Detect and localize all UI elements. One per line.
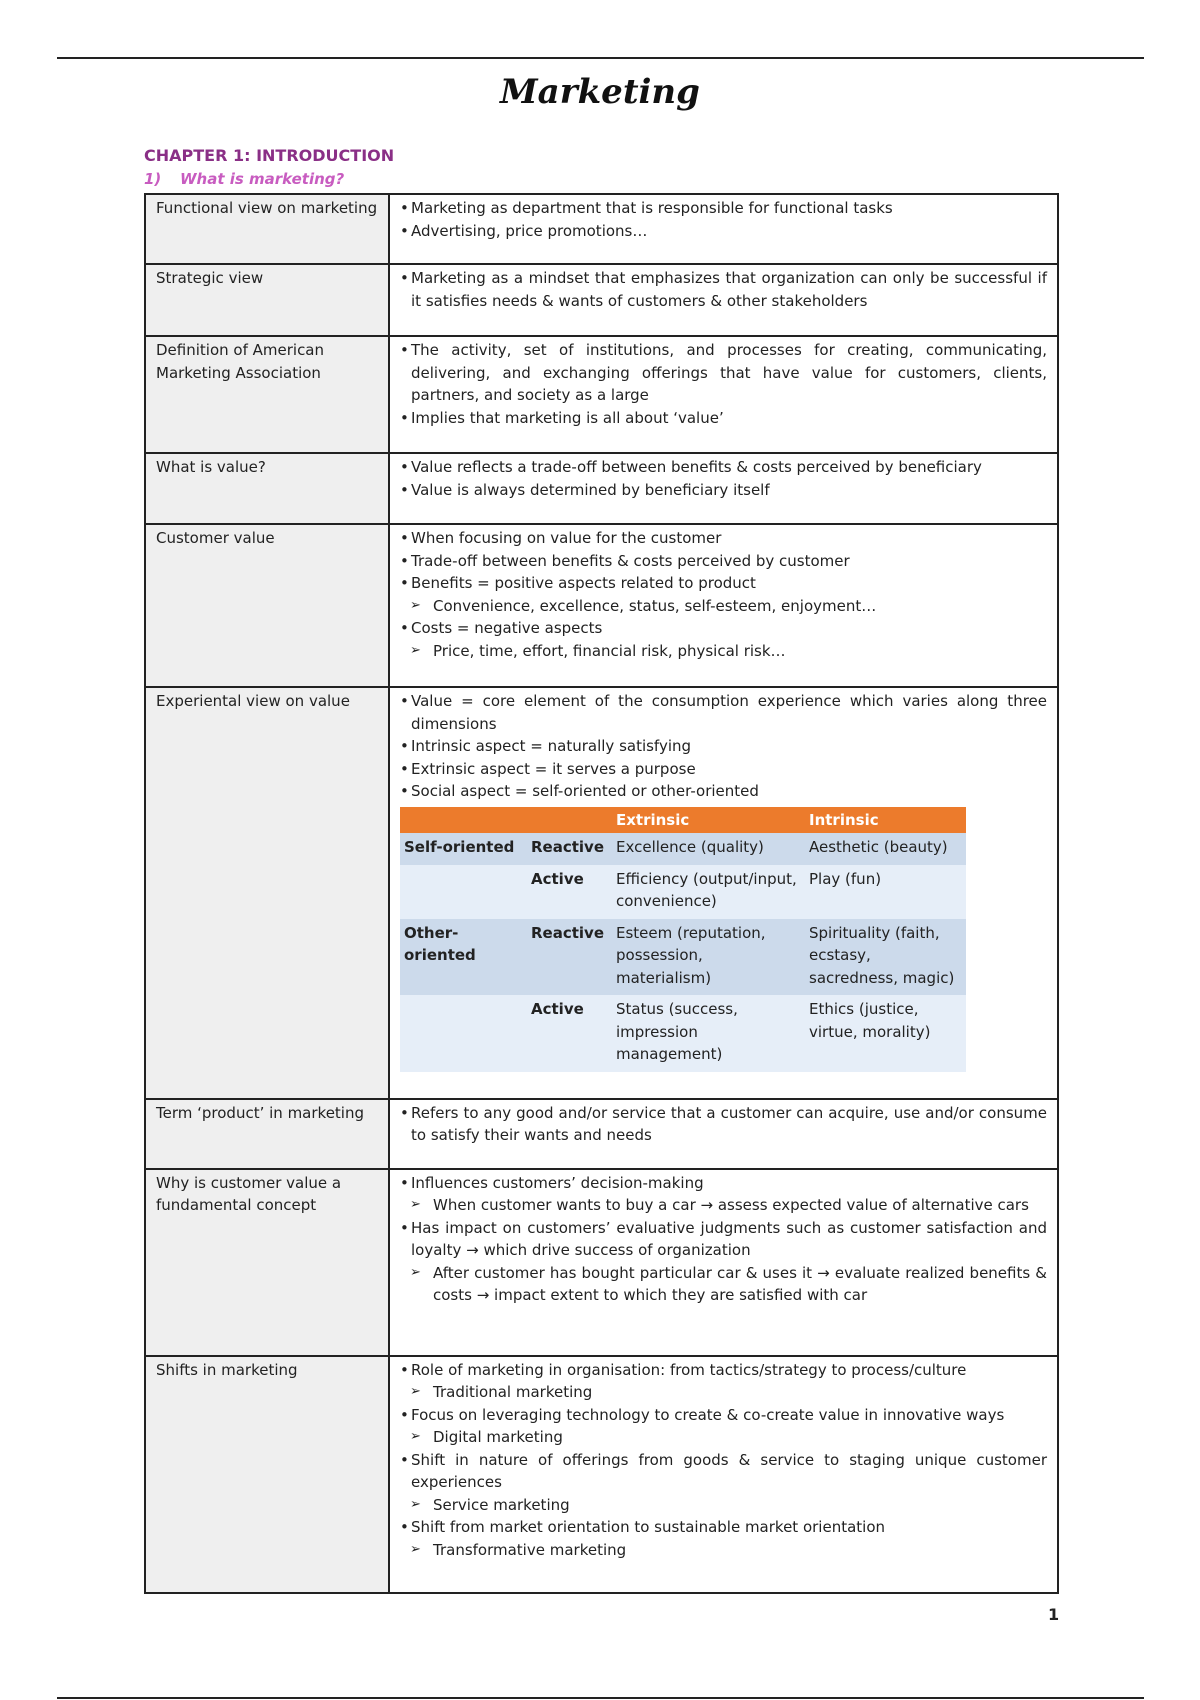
table-row bbox=[145, 264, 1058, 336]
bullet-point: • Trade-off between benefits & costs perceived by customer bbox=[400, 550, 1047, 573]
bullet-point: • Marketing as a mindset that emphasizes that organization can only be successful if it satisfies needs & wants of customers & other stakeholders bbox=[400, 267, 1047, 312]
bullet-point: • Advertising, price promotions… bbox=[400, 220, 1047, 243]
sub-point: ➢ Service marketing bbox=[400, 1494, 1047, 1517]
bullet-point: • Focus on leveraging technology to create & co-create value in innovative ways bbox=[400, 1404, 1047, 1427]
section-title: What is marketing? bbox=[180, 170, 345, 188]
mode-cell: Reactive bbox=[527, 919, 612, 996]
bullet-point: • Intrinsic aspect = naturally satisfying bbox=[400, 735, 1047, 758]
extrinsic-cell: Efficiency (output/input, convenience) bbox=[612, 865, 805, 919]
description-cell bbox=[389, 194, 1058, 264]
table-row bbox=[145, 1099, 1058, 1169]
orientation-cell: Self-oriented bbox=[400, 833, 527, 865]
table-row bbox=[145, 1169, 1058, 1356]
table-row bbox=[145, 524, 1058, 687]
value-table-header bbox=[400, 807, 966, 834]
header-cell: Extrinsic bbox=[612, 807, 805, 834]
page-title: Marketing bbox=[500, 72, 700, 112]
bullet-point: • Shift in nature of offerings from goods & service to staging unique customer experiences bbox=[400, 1449, 1047, 1494]
bullet-point: • Benefits = positive aspects related to product bbox=[400, 572, 1047, 595]
description-cell bbox=[389, 1099, 1058, 1169]
term-cell: Definition of American Marketing Association bbox=[145, 336, 389, 453]
mode-cell: Active bbox=[527, 865, 612, 919]
page-number: 1 bbox=[1048, 1605, 1060, 1624]
sub-point: ➢ When customer wants to buy a car → assess expected value of alternative cars bbox=[400, 1194, 1047, 1217]
header-cell bbox=[400, 807, 527, 834]
extrinsic-cell: Esteem (reputation, possession, materialism) bbox=[612, 919, 805, 996]
description-cell bbox=[389, 264, 1058, 336]
marketing-table bbox=[144, 193, 1059, 1594]
bullet-point: • Has impact on customers’ evaluative judgments such as customer satisfaction and loyalty → which drive success of organization bbox=[400, 1217, 1047, 1262]
sub-point: ➢ Convenience, excellence, status, self-esteem, enjoyment… bbox=[400, 595, 1047, 618]
bullet-point: • Implies that marketing is all about ‘value’ bbox=[400, 407, 1047, 430]
table-row bbox=[145, 1356, 1058, 1593]
term-cell: Customer value bbox=[145, 524, 389, 687]
header-cell: Intrinsic bbox=[805, 807, 966, 834]
orientation-cell: Other-oriented bbox=[400, 919, 527, 996]
description-cell bbox=[389, 1356, 1058, 1593]
intrinsic-cell: Spirituality (faith, ecstasy, sacredness, magic) bbox=[805, 919, 966, 996]
top-rule bbox=[57, 57, 1144, 59]
orientation-cell bbox=[400, 995, 527, 1072]
value-dimensions-table bbox=[400, 807, 966, 1072]
bullet-point: • Role of marketing in organisation: from tactics/strategy to process/culture bbox=[400, 1359, 1047, 1382]
mode-cell: Reactive bbox=[527, 833, 612, 865]
value-table-row bbox=[400, 919, 966, 996]
intrinsic-cell: Play (fun) bbox=[805, 865, 966, 919]
description-cell bbox=[389, 524, 1058, 687]
value-table-row bbox=[400, 865, 966, 919]
table-row bbox=[145, 687, 1058, 1099]
bullet-point: • Value is always determined by beneficiary itself bbox=[400, 479, 1047, 502]
extrinsic-cell: Status (success, impression management) bbox=[612, 995, 805, 1072]
sub-point: ➢ After customer has bought particular car & uses it → evaluate realized benefits & costs → impact extent to which they are satisfied with car bbox=[400, 1262, 1047, 1307]
table-row bbox=[145, 194, 1058, 264]
chapter-heading: CHAPTER 1: INTRODUCTION bbox=[144, 146, 395, 165]
orientation-cell bbox=[400, 865, 527, 919]
bullet-point: • Extrinsic aspect = it serves a purpose bbox=[400, 758, 1047, 781]
intrinsic-cell: Aesthetic (beauty) bbox=[805, 833, 966, 865]
bullet-point: • Value = core element of the consumption experience which varies along three dimensions bbox=[400, 690, 1047, 735]
bullet-point: • Refers to any good and/or service that a customer can acquire, use and/or consume to satisfy their wants and needs bbox=[400, 1102, 1047, 1147]
intrinsic-cell: Ethics (justice, virtue, morality) bbox=[805, 995, 966, 1072]
bottom-rule bbox=[57, 1697, 1144, 1699]
header-cell bbox=[527, 807, 612, 834]
extrinsic-cell: Excellence (quality) bbox=[612, 833, 805, 865]
table-row bbox=[145, 336, 1058, 453]
sub-point: ➢ Price, time, effort, financial risk, physical risk… bbox=[400, 640, 1047, 663]
section-heading bbox=[144, 170, 344, 188]
bullet-point: • Social aspect = self-oriented or other-oriented bbox=[400, 780, 1047, 803]
value-table-row bbox=[400, 833, 966, 865]
bullet-point: • Marketing as department that is responsible for functional tasks bbox=[400, 197, 1047, 220]
term-cell: Functional view on marketing bbox=[145, 194, 389, 264]
term-cell: What is value? bbox=[145, 453, 389, 524]
bullet-point: • Shift from market orientation to sustainable market orientation bbox=[400, 1516, 1047, 1539]
description-cell bbox=[389, 687, 1058, 1099]
section-number: 1) bbox=[144, 170, 162, 188]
value-table-row bbox=[400, 995, 966, 1072]
table-row bbox=[145, 453, 1058, 524]
sub-point: ➢ Traditional marketing bbox=[400, 1381, 1047, 1404]
term-cell: Experiental view on value bbox=[145, 687, 389, 1099]
term-cell: Term ‘product’ in marketing bbox=[145, 1099, 389, 1169]
bullet-point: • Influences customers’ decision-making bbox=[400, 1172, 1047, 1195]
description-cell bbox=[389, 336, 1058, 453]
bullet-point: • Value reflects a trade-off between benefits & costs perceived by beneficiary bbox=[400, 456, 1047, 479]
bullet-point: • Costs = negative aspects bbox=[400, 617, 1047, 640]
term-cell: Shifts in marketing bbox=[145, 1356, 389, 1593]
mode-cell: Active bbox=[527, 995, 612, 1072]
sub-point: ➢ Digital marketing bbox=[400, 1426, 1047, 1449]
description-cell bbox=[389, 453, 1058, 524]
term-cell: Strategic view bbox=[145, 264, 389, 336]
bullet-point: • When focusing on value for the customer bbox=[400, 527, 1047, 550]
term-cell: Why is customer value a fundamental concept bbox=[145, 1169, 389, 1356]
description-cell bbox=[389, 1169, 1058, 1356]
sub-point: ➢ Transformative marketing bbox=[400, 1539, 1047, 1562]
bullet-point: • The activity, set of institutions, and processes for creating, communicating, delivering, and exchanging offerings that have value for customers, clients, partners, and society as a large bbox=[400, 339, 1047, 407]
